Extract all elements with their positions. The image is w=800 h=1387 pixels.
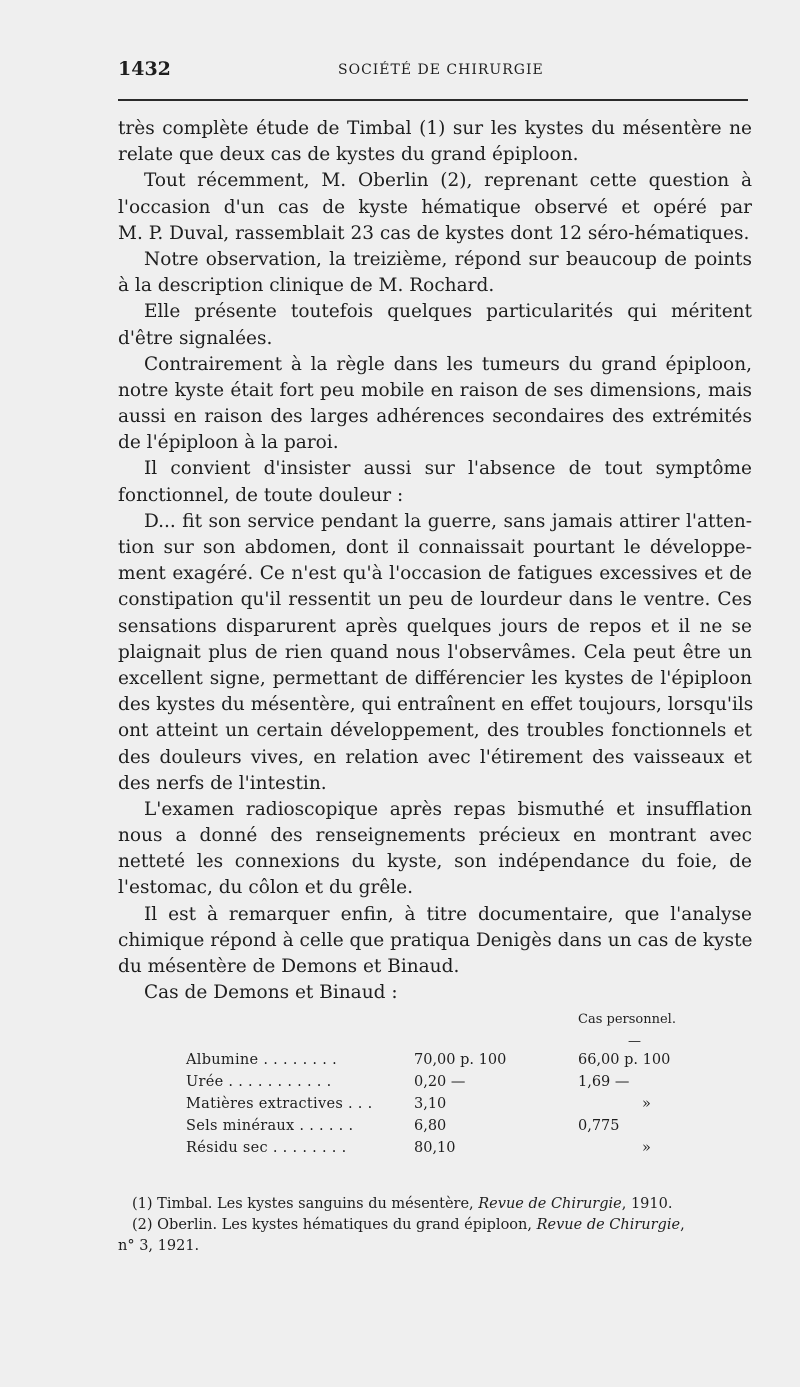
row-value-demons: 80,10 <box>414 1140 456 1156</box>
text-line: des kystes du mésentère, qui entraînent en effet toujours, lorsqu'ils <box>118 694 754 716</box>
text-line: fonctionnel, de toute douleur : <box>118 484 404 506</box>
footnote-text: n° 3, 1921. <box>118 1238 200 1254</box>
footnote <box>118 1236 752 1257</box>
text-line: constipation qu'il ressentit un peu de lourdeur dans le ventre. Ces <box>118 589 752 611</box>
text-line: du mésentère de Demons et Binaud. <box>118 956 460 977</box>
text-line: relate que deux cas de kystes du grand épiploon. <box>118 144 579 166</box>
text-line: aussi en raison des larges adhérences secondaires des extrémités <box>118 406 752 428</box>
row-value-demons: 6,80 <box>414 1118 447 1134</box>
text-line: D... fit son service pendant la guerre, sans jamais attirer l'atten- <box>144 510 752 532</box>
row-label: Albumine . . . . . . . . <box>186 1052 337 1068</box>
text-line: Notre observation, la treizième, répond sur beaucoup de points <box>144 248 752 270</box>
text-line: notre kyste était fort peu mobile en raison de ses dimensions, mais <box>118 379 752 401</box>
footnote-journal: Revue de Chirurgie <box>536 1217 681 1233</box>
footnote <box>118 1194 752 1215</box>
footnote <box>118 1215 752 1236</box>
row-label: Matières extractives . . . <box>186 1096 373 1112</box>
text-line: ment exagéré. Ce n'est qu'à l'occasion de fatigues excessives et de <box>118 563 752 585</box>
text-line: chimique répond à celle que pratiqua Denigès dans un cas de kyste <box>118 929 753 951</box>
table-row <box>186 1074 706 1096</box>
text-line: Il convient d'insister aussi sur l'absence de tout symptôme <box>144 458 752 480</box>
text-line: l'estomac, du côlon et du grêle. <box>118 877 413 899</box>
running-head: SOCIÉTÉ DE CHIRURGIE <box>338 62 544 78</box>
row-value-personal: 1,69 — <box>578 1074 630 1090</box>
table-row <box>186 1140 706 1162</box>
body-text <box>118 116 752 1006</box>
row-value-personal: » <box>642 1140 651 1156</box>
text-line: d'être signalées. <box>118 327 273 349</box>
text-line: ont atteint un certain développement, des troubles fonctionnels et <box>118 720 752 742</box>
text-line: excellent signe, permettant de différencier les kystes de l'épiploon <box>118 667 752 689</box>
footnote-tail: , 1910. <box>621 1196 673 1212</box>
text-line: tion sur son abdomen, dont il connaissait pourtant le développe- <box>118 537 752 558</box>
text-line: des nerfs de l'intestin. <box>118 772 327 794</box>
text-line: très complète étude de Timbal (1) sur les kystes du mésentère ne <box>118 118 752 139</box>
column-header: Cas personnel. <box>578 1012 676 1027</box>
text-line: plaignait plus de rien quand nous l'observâmes. Cela peut être un <box>118 641 752 663</box>
text-line: M. P. Duval, rassemblait 23 cas de kystes dont 12 séro-hématiques. <box>118 222 750 244</box>
text-line: nous a donné des renseignements précieux en montrant avec <box>118 825 752 847</box>
text-line: Contrairement à la règle dans les tumeurs du grand épiploon, <box>144 353 752 375</box>
footnotes <box>118 1194 752 1257</box>
row-value-demons: 70,00 p. 100 <box>414 1052 507 1068</box>
page-number: 1432 <box>118 58 171 80</box>
text-line: Elle présente toutefois quelques particularités qui méritent <box>144 301 752 323</box>
text-line: sensations disparurent après quelques jours de repos et il ne se <box>118 615 752 637</box>
row-value-personal: 66,00 p. 100 <box>578 1052 671 1068</box>
table-row <box>186 1052 706 1074</box>
column-header-dash: — <box>628 1034 641 1049</box>
row-label: Sels minéraux . . . . . . <box>186 1118 354 1134</box>
text-line: netteté les connexions du kyste, son indépendance du foie, de <box>118 851 752 873</box>
text-line: Cas de Demons et Binaud : <box>144 982 398 1004</box>
footnote-tail: , <box>680 1217 685 1233</box>
row-label: Urée . . . . . . . . . . . <box>186 1074 332 1090</box>
footnote-text: (1) Timbal. Les kystes sanguins du mésentère, <box>132 1196 479 1212</box>
text-line: à la description clinique de M. Rochard. <box>118 275 495 297</box>
row-value-personal: 0,775 <box>578 1118 620 1134</box>
row-value-demons: 3,10 <box>414 1096 447 1112</box>
row-label: Résidu sec . . . . . . . . <box>186 1140 347 1156</box>
footnote-text: (2) Oberlin. Les kystes hématiques du grand épiploon, <box>132 1217 537 1233</box>
text-line: Il est à remarquer enfin, à titre documentaire, que l'analyse <box>144 903 752 925</box>
text-line: des douleurs vives, en relation avec l'étirement des vaisseaux et <box>118 746 752 768</box>
header-rule <box>118 99 748 101</box>
table-row <box>186 1096 706 1118</box>
text-line: l'occasion d'un cas de kyste hématique observé et opéré par <box>118 196 752 218</box>
text-line: L'examen radioscopique après repas bismuthé et insufflation <box>144 798 752 820</box>
text-line: Tout récemment, M. Oberlin (2), reprenant cette question à <box>144 170 752 192</box>
row-value-demons: 0,20 — <box>414 1074 466 1090</box>
table-row <box>186 1118 706 1140</box>
page-header <box>118 58 748 88</box>
row-value-personal: » <box>642 1096 651 1112</box>
text-line: de l'épiploon à la paroi. <box>118 432 339 454</box>
footnote-journal: Revue de Chirurgie <box>478 1196 622 1212</box>
